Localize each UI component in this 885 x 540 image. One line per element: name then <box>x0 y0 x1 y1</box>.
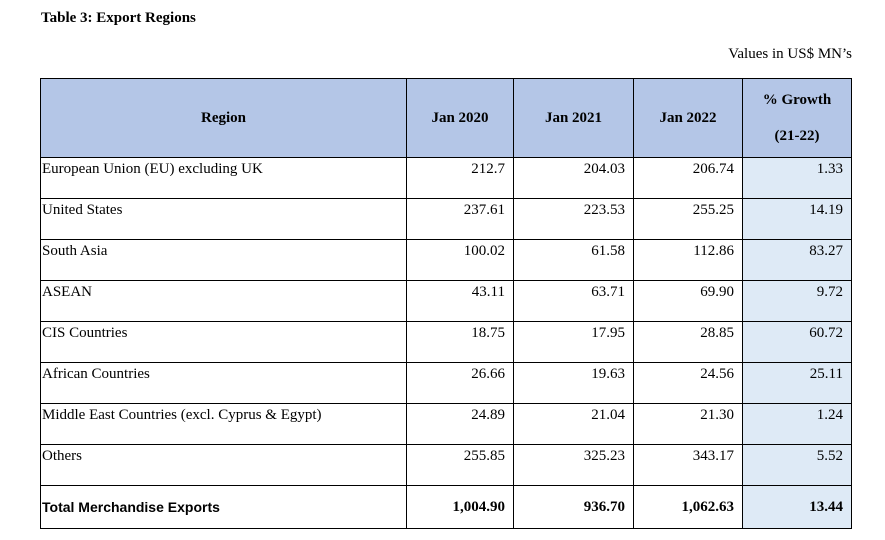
jan-2021-cell: 223.53 <box>514 199 634 240</box>
table-row <box>41 363 852 404</box>
jan-2022-cell: 21.30 <box>634 404 743 445</box>
header-growth-line2: (21-22) <box>774 128 820 144</box>
jan-2022-cell: 28.85 <box>634 322 743 363</box>
table-row <box>41 158 852 199</box>
jan-2022-cell: 24.56 <box>634 363 743 404</box>
region-cell: Others <box>41 445 407 486</box>
header-jan-2020: Jan 2020 <box>407 79 514 158</box>
total-growth-cell: 13.44 <box>743 486 852 529</box>
jan-2021-cell: 63.71 <box>514 281 634 322</box>
growth-cell: 9.72 <box>743 281 852 322</box>
region-cell: African Countries <box>41 363 407 404</box>
header-jan-2021: Jan 2021 <box>514 79 634 158</box>
jan-2020-cell: 237.61 <box>407 199 514 240</box>
jan-2022-cell: 206.74 <box>634 158 743 199</box>
total-row <box>41 486 852 529</box>
growth-cell: 1.33 <box>743 158 852 199</box>
jan-2022-cell: 112.86 <box>634 240 743 281</box>
jan-2022-cell: 343.17 <box>634 445 743 486</box>
table-title: Table 3: Export Regions <box>41 10 196 26</box>
jan-2021-cell: 204.03 <box>514 158 634 199</box>
growth-cell: 60.72 <box>743 322 852 363</box>
jan-2020-cell: 212.7 <box>407 158 514 199</box>
total-jan-2021-cell: 936.70 <box>514 486 634 529</box>
jan-2021-cell: 325.23 <box>514 445 634 486</box>
export-regions-table <box>40 78 852 529</box>
growth-cell: 5.52 <box>743 445 852 486</box>
growth-cell: 25.11 <box>743 363 852 404</box>
table-row <box>41 404 852 445</box>
table-row <box>41 445 852 486</box>
region-cell: Middle East Countries (excl. Cyprus & Egypt) <box>41 404 407 445</box>
growth-cell: 1.24 <box>743 404 852 445</box>
jan-2022-cell: 255.25 <box>634 199 743 240</box>
region-cell: South Asia <box>41 240 407 281</box>
table-row <box>41 322 852 363</box>
jan-2021-cell: 17.95 <box>514 322 634 363</box>
jan-2021-cell: 61.58 <box>514 240 634 281</box>
table-row <box>41 281 852 322</box>
header-row <box>41 79 852 158</box>
jan-2020-cell: 18.75 <box>407 322 514 363</box>
total-jan-2020-cell: 1,004.90 <box>407 486 514 529</box>
header-region: Region <box>41 79 407 158</box>
total-jan-2022-cell: 1,062.63 <box>634 486 743 529</box>
region-cell: ASEAN <box>41 281 407 322</box>
jan-2020-cell: 26.66 <box>407 363 514 404</box>
jan-2020-cell: 100.02 <box>407 240 514 281</box>
units-note: Values in US$ MN’s <box>728 46 852 62</box>
jan-2020-cell: 43.11 <box>407 281 514 322</box>
header-growth-line1: % Growth <box>762 92 832 108</box>
jan-2022-cell: 69.90 <box>634 281 743 322</box>
jan-2020-cell: 255.85 <box>407 445 514 486</box>
header-growth <box>743 79 852 158</box>
total-region-cell: Total Merchandise Exports <box>41 486 407 529</box>
jan-2021-cell: 21.04 <box>514 404 634 445</box>
region-cell: European Union (EU) excluding UK <box>41 158 407 199</box>
table-row <box>41 199 852 240</box>
header-jan-2022: Jan 2022 <box>634 79 743 158</box>
growth-cell: 83.27 <box>743 240 852 281</box>
region-cell: United States <box>41 199 407 240</box>
jan-2020-cell: 24.89 <box>407 404 514 445</box>
growth-cell: 14.19 <box>743 199 852 240</box>
table-row <box>41 240 852 281</box>
jan-2021-cell: 19.63 <box>514 363 634 404</box>
region-cell: CIS Countries <box>41 322 407 363</box>
